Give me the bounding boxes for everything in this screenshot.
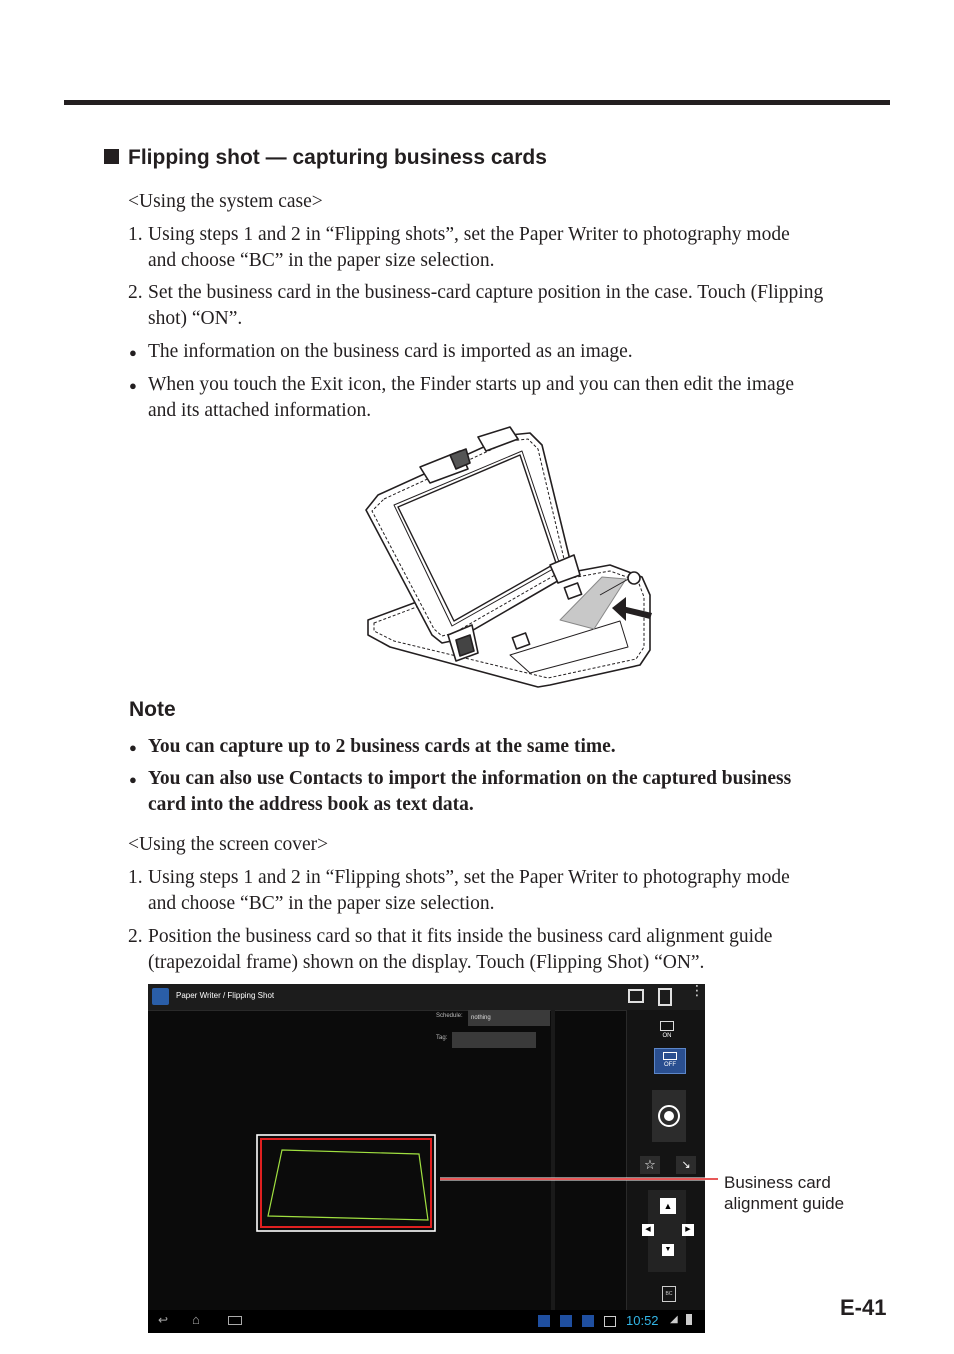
arrow-left-icon[interactable]: ◀ <box>642 1224 654 1236</box>
flip-icon <box>663 1052 677 1060</box>
page-number: E-41 <box>840 1295 887 1320</box>
arrow-down-icon[interactable]: ▼ <box>662 1244 674 1256</box>
step-number: 2. <box>128 282 143 303</box>
step-number: 2. <box>128 926 143 947</box>
step-number: 1. <box>128 867 143 888</box>
step-line: and choose “BC” in the paper size selection. <box>148 250 495 271</box>
callout-line: alignment guide <box>724 1194 845 1213</box>
section-title: Flipping shot — capturing business cards <box>128 146 547 169</box>
section-heading <box>104 146 547 170</box>
schedule-label: Schedule: <box>436 1013 463 1019</box>
bullet-dot-icon: ● <box>129 345 137 360</box>
step-line: and choose “BC” in the paper size selection. <box>148 893 495 914</box>
arrow-right-icon[interactable]: ▶ <box>682 1224 694 1236</box>
bullet-line: The information on the business card is imported as an image. <box>148 341 633 362</box>
alignment-guide-frame <box>256 1134 436 1234</box>
app-icon[interactable] <box>152 988 169 1005</box>
flip-icon <box>660 1021 674 1031</box>
on-label: ON <box>662 1033 672 1039</box>
note-line: You can also use Contacts to import the information on the captured business <box>148 768 792 789</box>
note-title: Note <box>129 698 176 721</box>
screen-cover-subheading: <Using the screen cover> <box>128 834 329 855</box>
callout-line: Business card <box>724 1173 831 1192</box>
off-label: OFF <box>664 1062 676 1068</box>
note-line: You can capture up to 2 business cards at the same time. <box>148 736 616 757</box>
app-screenshot <box>148 984 705 1333</box>
shutter-panel <box>652 1090 686 1142</box>
notification-icon <box>582 1315 594 1327</box>
step-line: Set the business card in the business-card capture position in the case. Touch (Flipping <box>148 282 824 303</box>
flip-off-button[interactable] <box>654 1048 686 1074</box>
clock: 10:52 <box>626 1313 659 1328</box>
bullet-line: When you touch the Exit icon, the Finder starts up and you can then edit the image <box>148 374 795 395</box>
bullet-dot-icon: ● <box>129 740 137 755</box>
image-icon <box>604 1316 616 1327</box>
export-icon[interactable] <box>658 988 672 1006</box>
system-bar <box>148 1310 705 1333</box>
schedule-field[interactable]: nothing <box>468 1010 550 1026</box>
notification-icon <box>538 1315 550 1327</box>
bullet-dot-icon: ● <box>129 378 137 393</box>
step-number: 1. <box>128 224 143 245</box>
panel-divider <box>551 1010 555 1310</box>
note-line: card into the address book as text data. <box>148 794 474 815</box>
windows-icon[interactable] <box>628 989 644 1003</box>
recent-apps-icon[interactable] <box>228 1316 242 1325</box>
tag-label: Tag: <box>436 1035 448 1041</box>
step-line: Using steps 1 and 2 in “Flipping shots”, set the Paper Writer to photography mode <box>148 224 790 245</box>
action-bar <box>148 984 705 1011</box>
wifi-icon: ◢ <box>670 1314 678 1325</box>
top-rule <box>64 100 890 105</box>
home-icon[interactable]: ⌂ <box>192 1312 200 1327</box>
step-line: (trapezoidal frame) shown on the display. Touch (Flipping Shot) “ON”. <box>148 952 705 973</box>
battery-icon <box>686 1314 692 1325</box>
bullet-line: and its attached information. <box>148 400 372 421</box>
callout-leader-line <box>440 1172 720 1186</box>
tag-field[interactable] <box>452 1032 536 1048</box>
square-bullet-icon <box>104 149 119 164</box>
arrow-up-icon[interactable]: ▲ <box>660 1198 676 1214</box>
app-title: Paper Writer / Flipping Shot <box>176 991 275 1000</box>
notification-icon <box>560 1315 572 1327</box>
step-line: Position the business card so that it fits inside the business card alignment guide <box>148 926 773 947</box>
step-line: shot) “ON”. <box>148 308 243 329</box>
system-case-subheading: <Using the system case> <box>128 191 323 212</box>
back-icon[interactable]: ↩ <box>158 1313 169 1327</box>
exit-icon[interactable]: ↘ <box>676 1156 696 1174</box>
bullet-dot-icon: ● <box>129 772 137 787</box>
trapezoid-guide <box>268 1150 428 1220</box>
callout-label <box>724 1172 844 1214</box>
overflow-menu-icon[interactable]: ⋮ <box>690 984 704 998</box>
tablet-in-case-illustration <box>360 425 660 695</box>
star-icon[interactable]: ☆ <box>640 1156 660 1174</box>
step-line: Using steps 1 and 2 in “Flipping shots”, set the Paper Writer to photography mode <box>148 867 790 888</box>
shutter-button-icon[interactable] <box>658 1105 680 1127</box>
flip-on-button[interactable] <box>654 1020 680 1042</box>
paper-size-bc-icon[interactable]: BC <box>662 1286 676 1302</box>
